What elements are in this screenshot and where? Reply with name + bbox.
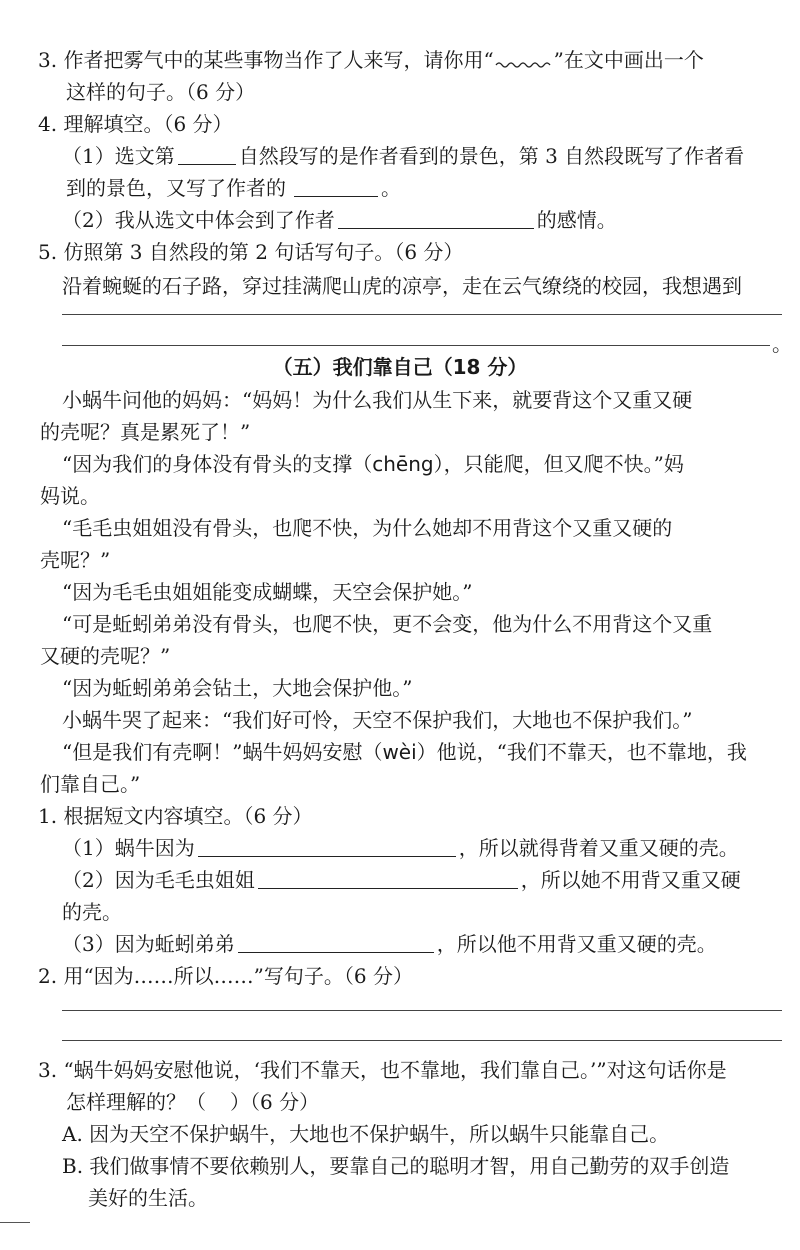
- q5-prompt: 沿着蜿蜒的石子路，穿过挂满爬山虎的凉亭，走在云气缭绕的校园，我想遇到: [62, 274, 742, 298]
- s5-q3-option-b-cont: 美好的生活。: [88, 1186, 208, 1210]
- q4-part2-text-a: （2）我从选文中体会到了作者: [62, 208, 335, 232]
- s5-q3-line1: 3. “蜗牛妈妈安慰他说，‘我们不靠天，也不靠地，我们靠自己。’”对这句话你是: [38, 1058, 727, 1082]
- q5-end-mark: 。: [772, 332, 792, 356]
- s5-q3-line2-b: ）（6 分）: [230, 1090, 320, 1114]
- q4-part1: [62, 142, 744, 170]
- s5-q1-heading: 1. 根据短文内容填空。（6 分）: [38, 804, 313, 828]
- passage-line-10: “因为蚯蚓弟弟会钻土，大地会保护他。”: [62, 676, 413, 700]
- passage-line-6: 壳呢？”: [40, 548, 111, 572]
- wavy-underline-icon: [494, 53, 554, 69]
- s5-q1-part3: [62, 930, 717, 958]
- q4-part2: [62, 206, 617, 234]
- q4-part1-cont: [66, 174, 401, 202]
- s5-q3-line2-a: 怎样理解的？（: [66, 1090, 206, 1114]
- q3-line1: [38, 46, 704, 74]
- q5-answer-line-2[interactable]: [62, 345, 770, 346]
- s5-q1-p2-text-a: （2）因为毛毛虫姐姐: [62, 868, 255, 892]
- q4-part1-text-c: 到的景色，又写了作者的: [66, 176, 286, 200]
- s5-q2-heading: 2. 用“因为……所以……”写句子。（6 分）: [38, 964, 413, 988]
- passage-line-13: 们靠自己。”: [40, 772, 141, 796]
- passage-line-4: 妈说。: [40, 484, 100, 508]
- s5-q1-p3-text-a: （3）因为蚯蚓弟弟: [62, 932, 235, 956]
- q4-heading: 4. 理解填空。（6 分）: [38, 112, 233, 136]
- s5-q2-answer-line-2[interactable]: [62, 1040, 782, 1041]
- q4-part1-text-b: 自然段写的是作者看到的景色，第 3 自然段既写了作者看: [238, 144, 745, 168]
- q3-text-b: ”在文中画出一个: [553, 48, 704, 72]
- q4-blank-1[interactable]: [178, 144, 236, 165]
- passage-line-3-a: “因为我们的身体没有骨头的支撑（: [62, 452, 373, 476]
- passage-line-1: 小蜗牛问他的妈妈：“妈妈！为什么我们从生下来，就要背这个又重又硬: [62, 388, 693, 412]
- q3-text-a: 3. 作者把雾气中的某些事物当作了人来写，请你用“: [38, 48, 494, 72]
- passage-line-9: 又硬的壳呢？”: [40, 644, 171, 668]
- s5-q3-option-a: A. 因为天空不保护蜗牛，大地也不保护蜗牛，所以蜗牛只能靠自己。: [62, 1122, 670, 1146]
- q4-part2-text-b: 的感情。: [536, 208, 617, 232]
- passage-line-3: [62, 450, 684, 478]
- passage-line-3-b: ），只能爬，但又爬不快。”妈: [433, 452, 684, 476]
- pinyin-wei: wèi: [382, 740, 417, 764]
- s5-q1-p3-text-b: ，所以他不用背又重又硬的壳。: [436, 932, 717, 956]
- passage-line-2: 的壳呢？真是累死了！”: [40, 420, 251, 444]
- s5-q1-part1: [62, 834, 739, 862]
- s5-q1-part2: [62, 866, 741, 894]
- s5-q1-blank-3[interactable]: [238, 932, 434, 953]
- section5-title: （五）我们靠自己（18 分）: [272, 355, 528, 379]
- s5-q1-part2-cont: 的壳。: [62, 900, 122, 924]
- q4-part1-text-a: （1）选文第: [62, 144, 175, 168]
- q5-heading: 5. 仿照第 3 自然段的第 2 句话写句子。（6 分）: [38, 240, 464, 264]
- q4-part1-text-d: 。: [381, 176, 401, 200]
- s5-q2-answer-line-1[interactable]: [62, 1010, 782, 1011]
- s5-q1-blank-2[interactable]: [258, 868, 518, 889]
- s5-q3-line2: [66, 1088, 319, 1116]
- passage-line-5: “毛毛虫姐姐没有骨头，也爬不快，为什么她却不用背这个又重又硬的: [62, 516, 673, 540]
- s5-q3-option-b: B. 我们做事情不要依赖别人，要靠自己的聪明才智，用自己勤劳的双手创造: [62, 1154, 730, 1178]
- pinyin-cheng: chēng: [372, 452, 434, 476]
- s5-q1-p1-text-a: （1）蜗牛因为: [62, 836, 195, 860]
- passage-line-12-b: ）他说，“我们不靠天，也不靠地，我: [416, 740, 747, 764]
- passage-line-7: “因为毛毛虫姐姐能变成蝴蝶，天空会保护她。”: [62, 580, 473, 604]
- q5-answer-line-1[interactable]: [62, 314, 782, 315]
- s5-q1-p2-text-b: ，所以她不用背又重又硬: [520, 868, 741, 892]
- page-footer-divider: [0, 1222, 30, 1223]
- passage-line-12-a: “但是我们有壳啊！”蜗牛妈妈安慰（: [62, 740, 383, 764]
- s5-q1-blank-1[interactable]: [198, 836, 456, 857]
- passage-line-8: “可是蚯蚓弟弟没有骨头，也爬不快，更不会变，他为什么不用背这个又重: [62, 612, 713, 636]
- passage-line-11: 小蜗牛哭了起来：“我们好可怜，天空不保护我们，大地也不保护我们。”: [62, 708, 693, 732]
- q4-blank-2[interactable]: [294, 176, 378, 197]
- q4-blank-3[interactable]: [338, 208, 534, 229]
- passage-line-12: [62, 738, 747, 766]
- s5-q1-p1-text-b: ，所以就得背着又重又硬的壳。: [458, 836, 739, 860]
- q3-line2: 这样的句子。（6 分）: [66, 80, 256, 104]
